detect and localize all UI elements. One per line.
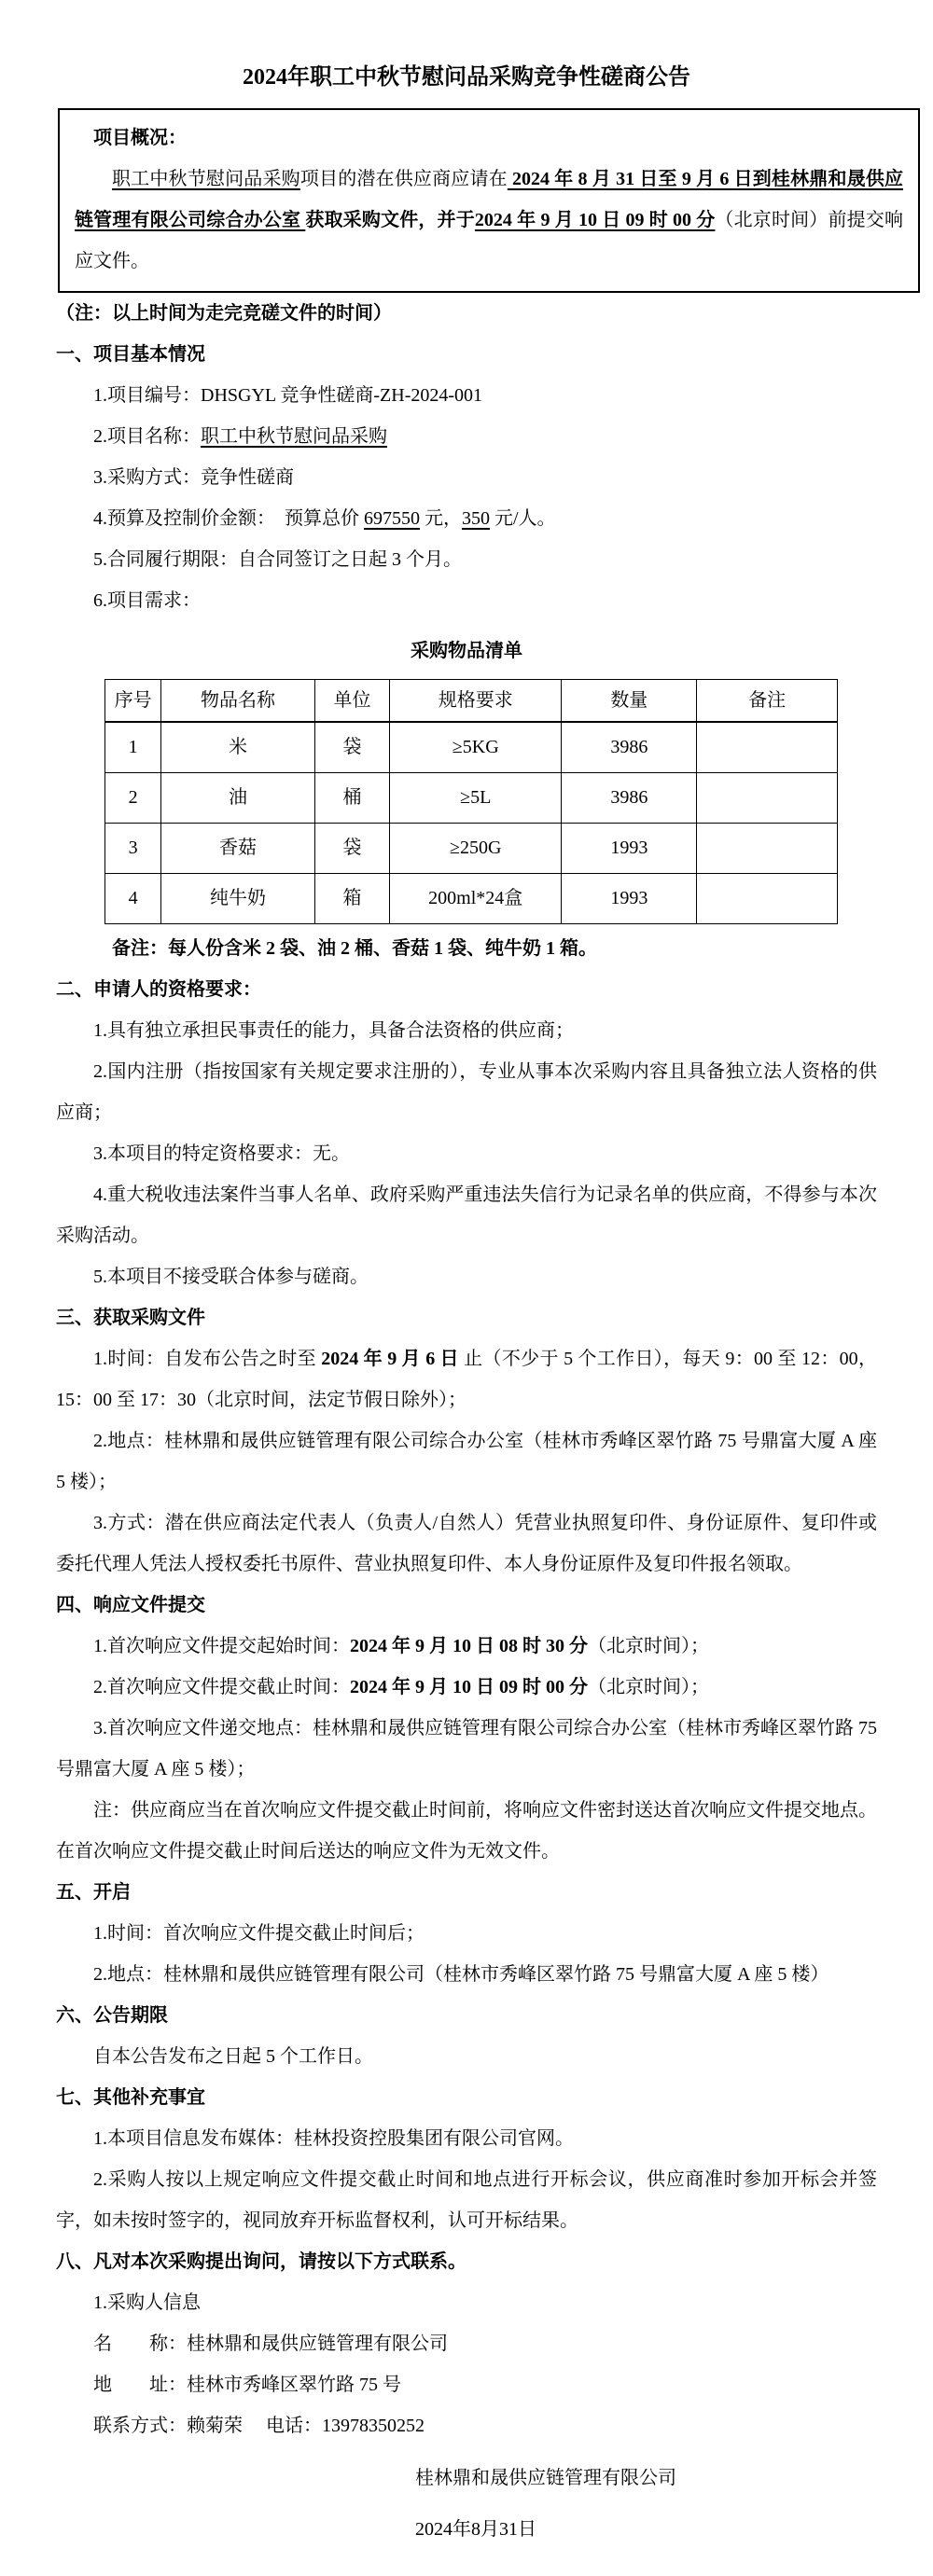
submit-place: 3.首次响应文件递交地点：桂林鼎和晟供应链管理有限公司综合办公室（桂林市秀峰区翠竹路 75 号鼎富大厦 A 座 5 楼）； bbox=[56, 1717, 877, 1780]
table-cell: 4 bbox=[105, 873, 161, 923]
qualification-item: 3.本项目的特定资格要求：无。 bbox=[93, 1143, 350, 1164]
submit-deadline bbox=[56, 1667, 877, 1708]
signature-block bbox=[415, 2458, 933, 2550]
budget-line bbox=[56, 498, 877, 539]
submit-start-label: 1.首次响应文件提交起始时间： bbox=[93, 1635, 350, 1656]
section4-heading: 四、响应文件提交 bbox=[56, 1594, 205, 1615]
contract-term: 5.合同履行期限：自合同签订之日起 3 个月。 bbox=[93, 549, 462, 570]
budget-total-value: 697550 bbox=[364, 508, 420, 529]
qualification-item: 4.重大税收违法案件当事人名单、政府采购严重违法失信行为记录名单的供应商，不得参与本次采购活动。 bbox=[56, 1184, 877, 1246]
header-item-name: 物品名称 bbox=[161, 680, 315, 723]
table-cell bbox=[697, 823, 838, 873]
table-cell: ≥5KG bbox=[390, 722, 562, 772]
obtain-time-date: 2024 年 9 月 6 日 bbox=[321, 1348, 459, 1369]
overview-paragraph bbox=[75, 159, 903, 282]
table-cell: 3 bbox=[105, 823, 161, 873]
table-cell: 1 bbox=[105, 722, 161, 772]
table-cell: 3986 bbox=[562, 772, 697, 823]
supplement-item: 2.采购人按以上规定响应文件提交截止时间和地点进行开标会议，供应商准时参加开标会并签字，如未按时签字的，视同放弃开标监督权利，认可开标结果。 bbox=[56, 2168, 877, 2231]
budget-mid-text: 元， bbox=[420, 508, 462, 529]
table-cell: 3986 bbox=[562, 722, 697, 772]
table-cell: 袋 bbox=[314, 823, 389, 873]
signature-date: 2024年8月31日 bbox=[415, 2518, 536, 2540]
overview-deadline: 2024 年 9 月 10 日 09 时 00 分 bbox=[474, 210, 716, 230]
buyer-info-heading: 1.采购人信息 bbox=[93, 2292, 201, 2313]
table-cell bbox=[697, 873, 838, 923]
header-quantity: 数量 bbox=[562, 680, 697, 723]
overview-project-name: 职工中秋节慰问品采购 bbox=[112, 169, 300, 189]
header-serial: 序号 bbox=[105, 680, 161, 723]
table-cell bbox=[697, 722, 838, 772]
table-cell: ≥5L bbox=[390, 772, 562, 823]
table-cell: 米 bbox=[161, 722, 315, 772]
table-row bbox=[105, 722, 838, 772]
table-header-row bbox=[105, 680, 838, 723]
supplement-item: 1.本项目信息发布媒体：桂林投资控股集团有限公司官网。 bbox=[93, 2127, 574, 2149]
table-row bbox=[105, 823, 838, 873]
table-cell: ≥250G bbox=[390, 823, 562, 873]
buyer-name: 名 称：桂林鼎和晟供应链管理有限公司 bbox=[93, 2333, 448, 2354]
section8-heading: 八、凡对本次采购提出询问，请按以下方式联系。 bbox=[56, 2251, 466, 2272]
signature-company: 桂林鼎和晟供应链管理有限公司 bbox=[415, 2467, 676, 2488]
obtain-time bbox=[56, 1338, 877, 1420]
obtain-time-post: 止（不少于 5 个工作日），每天 9：00 至 12：00，15：00 至 17：30（北京时间，法定节假日除外）； bbox=[56, 1348, 878, 1410]
submit-start-time bbox=[56, 1626, 877, 1667]
section5-heading: 五、开启 bbox=[56, 1881, 131, 1903]
page-title: 2024年职工中秋节慰问品采购竞争性磋商公告 bbox=[243, 65, 690, 90]
buyer-contact: 联系方式：赖菊荣 电话：13978350252 bbox=[93, 2415, 425, 2436]
overview-tail-text: （北京时间）前提交响应文件。 bbox=[75, 210, 904, 271]
table-cell: 油 bbox=[161, 772, 315, 823]
buyer-address: 地 址：桂林市秀峰区翠竹路 75 号 bbox=[93, 2374, 401, 2395]
project-number: 1.项目编号：DHSGYL 竞争性磋商-ZH-2024-001 bbox=[93, 385, 483, 406]
submit-start-datetime: 2024 年 9 月 10 日 08 时 30 分 bbox=[350, 1635, 588, 1656]
submit-deadline-label: 2.首次响应文件提交截止时间： bbox=[93, 1676, 350, 1697]
table-cell: 桶 bbox=[314, 772, 389, 823]
goods-table-note: 备注：每人份含米 2 袋、油 2 桶、香菇 1 袋、纯牛奶 1 箱。 bbox=[112, 937, 597, 959]
table-cell: 1993 bbox=[562, 823, 697, 873]
obtain-method: 3.方式：潜在供应商法定代表人（负责人/自然人）凭营业执照复印件、身份证原件、复印件或委托代理人凭法人授权委托书原件、营业执照复印件、本人身份证原件及复印件报名领取。 bbox=[56, 1512, 877, 1574]
table-cell: 2 bbox=[105, 772, 161, 823]
submit-deadline-tail: （北京时间）； bbox=[588, 1676, 709, 1697]
overview-heading: 项目概况： bbox=[93, 128, 187, 148]
table-cell bbox=[697, 772, 838, 823]
announcement-period: 自本公告发布之日起 5 个工作日。 bbox=[93, 2045, 373, 2067]
project-name-label: 2.项目名称： bbox=[93, 426, 201, 447]
goods-table-title: 采购物品清单 bbox=[411, 641, 522, 661]
table-row bbox=[105, 772, 838, 823]
goods-table bbox=[104, 679, 838, 924]
project-demand: 6.项目需求： bbox=[93, 590, 201, 611]
header-spec: 规格要求 bbox=[390, 680, 562, 723]
table-cell: 香菇 bbox=[161, 823, 315, 873]
obtain-time-pre: 1.时间：自发布公告之时至 bbox=[93, 1348, 322, 1369]
table-row bbox=[105, 873, 838, 923]
budget-label: 4.预算及控制价金额： 预算总价 bbox=[93, 508, 364, 529]
section2-heading: 二、申请人的资格要求： bbox=[56, 978, 261, 1000]
section3-heading: 三、获取采购文件 bbox=[56, 1307, 205, 1328]
section1-heading: 一、项目基本情况 bbox=[56, 344, 205, 365]
overview-text: 项目的潜在供应商应请在 bbox=[299, 169, 508, 189]
section7-heading: 七、其他补充事宜 bbox=[56, 2086, 205, 2108]
opening-place: 2.地点：桂林鼎和晟供应链管理有限公司（桂林市秀峰区翠竹路 75 号鼎富大厦 A 座 5 楼） bbox=[93, 1963, 829, 1985]
project-name-line bbox=[56, 416, 877, 457]
qualification-item: 2.国内注册（指按国家有关规定要求注册的），专业从事本次采购内容且具备独立法人资格的供应商； bbox=[56, 1060, 877, 1123]
submit-note: 注：供应商应当在首次响应文件提交截止时间前，将响应文件密封送达首次响应文件提交地点。在首次响应文件提交截止时间后送达的响应文件为无效文件。 bbox=[56, 1799, 877, 1862]
budget-per-person-value: 350 bbox=[462, 508, 490, 529]
table-cell: 纯牛奶 bbox=[161, 873, 315, 923]
submit-start-tail: （北京时间）； bbox=[588, 1635, 709, 1656]
qualification-item: 5.本项目不接受联合体参与磋商。 bbox=[93, 1266, 369, 1287]
header-remark: 备注 bbox=[697, 680, 838, 723]
table-cell: 袋 bbox=[314, 722, 389, 772]
overview-obtain-text: 获取采购文件，并于 bbox=[305, 210, 475, 230]
opening-time: 1.时间：首次响应文件提交截止时间后； bbox=[93, 1922, 425, 1944]
table-cell: 200ml*24盒 bbox=[390, 873, 562, 923]
submit-deadline-datetime: 2024 年 9 月 10 日 09 时 00 分 bbox=[350, 1676, 588, 1697]
project-name-value: 职工中秋节慰问品采购 bbox=[201, 426, 387, 447]
table-cell: 箱 bbox=[314, 873, 389, 923]
procurement-method: 3.采购方式：竞争性磋商 bbox=[93, 467, 294, 488]
obtain-place: 2.地点：桂林鼎和晟供应链管理有限公司综合办公室（桂林市秀峰区翠竹路 75 号鼎富大厦 A 座 5 楼）； bbox=[56, 1430, 877, 1492]
header-unit: 单位 bbox=[314, 680, 389, 723]
overview-obtain-period: 2024 年 8 月 31 日至 9 月 6 日到桂林鼎和晟供应链管理有限公司综合办公室 bbox=[75, 169, 904, 230]
section6-heading: 六、公告期限 bbox=[56, 2004, 168, 2026]
qualification-item: 1.具有独立承担民事责任的能力，具备合法资格的供应商； bbox=[93, 1019, 574, 1041]
time-note: （注：以上时间为走完竞磋文件的时间） bbox=[56, 303, 392, 324]
budget-tail-text: 元/人。 bbox=[490, 508, 556, 529]
project-overview-box bbox=[58, 108, 920, 293]
table-cell: 1993 bbox=[562, 873, 697, 923]
